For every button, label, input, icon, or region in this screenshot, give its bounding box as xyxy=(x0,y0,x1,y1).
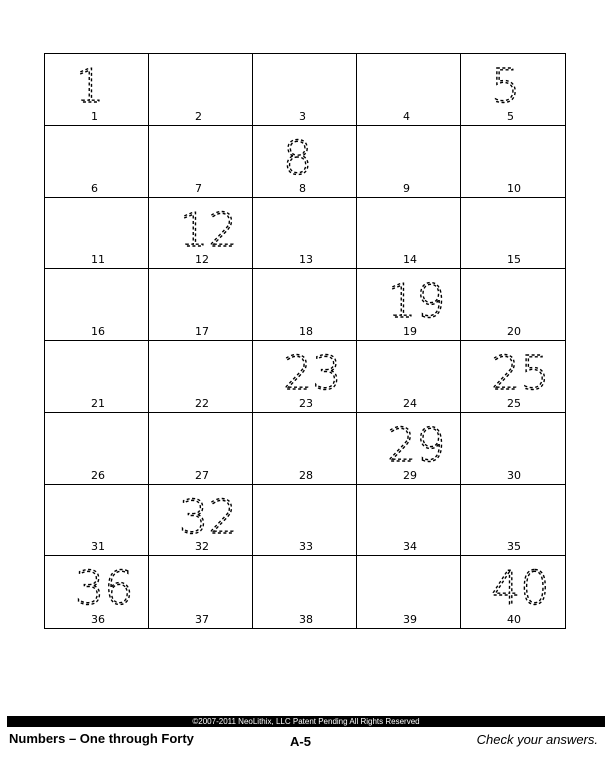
cell-number-label: 24 xyxy=(403,396,417,410)
cell-number-label: 11 xyxy=(91,253,105,267)
number-cell[interactable] xyxy=(253,126,357,198)
number-cell[interactable] xyxy=(149,54,253,126)
number-cell[interactable] xyxy=(45,485,149,557)
cell-number-label: 19 xyxy=(403,325,417,338)
number-cell[interactable] xyxy=(357,269,461,341)
cell-number-label: 29 xyxy=(403,468,417,482)
cell-number-label: 27 xyxy=(195,468,209,482)
number-cell[interactable] xyxy=(357,413,461,485)
number-cell[interactable] xyxy=(149,556,253,628)
number-cell[interactable] xyxy=(45,556,149,628)
number-cell[interactable] xyxy=(45,269,149,341)
number-cell[interactable] xyxy=(461,269,565,341)
cell-number-label: 13 xyxy=(299,253,313,267)
cell-number-label: 15 xyxy=(507,253,521,267)
number-cell[interactable] xyxy=(461,341,565,413)
number-cell[interactable] xyxy=(461,485,565,557)
page-number: A-5 xyxy=(290,734,311,749)
check-answers-note: Check your answers. xyxy=(476,732,598,747)
traced-number-text: 36 xyxy=(75,561,134,616)
cell-number-label: 16 xyxy=(91,325,105,338)
number-cell[interactable] xyxy=(253,485,357,557)
traced-number-text: 32 xyxy=(179,489,238,544)
number-cell[interactable] xyxy=(253,341,357,413)
number-cell[interactable] xyxy=(357,341,461,413)
number-cell[interactable] xyxy=(45,341,149,413)
number-cell[interactable] xyxy=(45,126,149,198)
cell-number-label: 7 xyxy=(195,181,202,195)
number-cell[interactable] xyxy=(253,269,357,341)
cell-number-label: 38 xyxy=(299,613,313,626)
number-cell[interactable] xyxy=(357,126,461,198)
cell-number-label: 20 xyxy=(507,325,521,338)
traced-number-text: 19 xyxy=(387,274,446,329)
cell-number-label: 37 xyxy=(195,613,209,626)
copyright-bar: ©2007-2011 NeoLithix, LLC Patent Pending All Rights Reserved xyxy=(7,716,605,727)
number-cell[interactable] xyxy=(357,198,461,270)
cell-number-label: 17 xyxy=(195,325,209,338)
cell-number-label: 26 xyxy=(91,468,105,482)
cell-number-label: 39 xyxy=(403,613,417,626)
number-cell[interactable] xyxy=(149,126,253,198)
cell-number-label: 1 xyxy=(91,109,98,123)
traced-number-text: 8 xyxy=(283,130,313,185)
cell-number-label: 10 xyxy=(507,181,521,195)
number-cell[interactable] xyxy=(357,485,461,557)
worksheet-title: Numbers – One through Forty xyxy=(9,731,194,746)
cell-number-label: 14 xyxy=(403,253,417,267)
number-cell[interactable] xyxy=(357,54,461,126)
number-cell[interactable] xyxy=(149,413,253,485)
number-cell[interactable] xyxy=(253,54,357,126)
cell-number-label: 9 xyxy=(403,181,410,195)
number-cell[interactable] xyxy=(461,556,565,628)
number-cell[interactable] xyxy=(149,341,253,413)
cell-number-label: 3 xyxy=(299,109,306,123)
number-cell[interactable] xyxy=(253,198,357,270)
cell-number-label: 2 xyxy=(195,109,202,123)
number-cell[interactable] xyxy=(461,126,565,198)
number-cell[interactable] xyxy=(461,413,565,485)
number-cell[interactable] xyxy=(45,54,149,126)
cell-number-label: 8 xyxy=(299,181,306,195)
cell-number-label: 22 xyxy=(195,396,209,410)
cell-number-label: 34 xyxy=(403,540,417,554)
cell-number-label: 28 xyxy=(299,468,313,482)
cell-number-label: 33 xyxy=(299,540,313,554)
cell-number-label: 12 xyxy=(195,253,209,267)
traced-number-text: 29 xyxy=(387,417,446,472)
number-cell[interactable] xyxy=(461,54,565,126)
traced-number-text: 1 xyxy=(75,59,105,113)
cell-number-label: 21 xyxy=(91,396,105,410)
traced-number-text: 25 xyxy=(491,346,550,400)
number-cell[interactable] xyxy=(253,556,357,628)
cell-number-label: 32 xyxy=(195,540,209,554)
number-cell[interactable] xyxy=(45,198,149,270)
cell-number-label: 4 xyxy=(403,109,410,123)
cell-number-label: 25 xyxy=(507,396,521,410)
cell-number-label: 36 xyxy=(91,613,105,626)
number-cell[interactable] xyxy=(149,269,253,341)
cell-number-label: 35 xyxy=(507,540,521,554)
traced-number-text: 5 xyxy=(491,59,521,113)
cell-number-label: 31 xyxy=(91,540,105,554)
cell-number-label: 23 xyxy=(299,396,313,410)
cell-number-label: 18 xyxy=(299,325,313,338)
cell-number-label: 5 xyxy=(507,109,514,123)
number-cell[interactable] xyxy=(461,198,565,270)
number-cell[interactable] xyxy=(149,485,253,557)
number-grid xyxy=(44,53,566,629)
cell-number-label: 40 xyxy=(507,613,521,626)
traced-number-text: 12 xyxy=(179,202,238,257)
traced-number-text: 40 xyxy=(491,561,550,616)
number-cell[interactable] xyxy=(253,413,357,485)
cell-number-label: 6 xyxy=(91,181,98,195)
number-cell[interactable] xyxy=(149,198,253,270)
number-cell[interactable] xyxy=(357,556,461,628)
traced-number-text: 23 xyxy=(283,346,342,400)
cell-number-label: 30 xyxy=(507,468,521,482)
number-cell[interactable] xyxy=(45,413,149,485)
